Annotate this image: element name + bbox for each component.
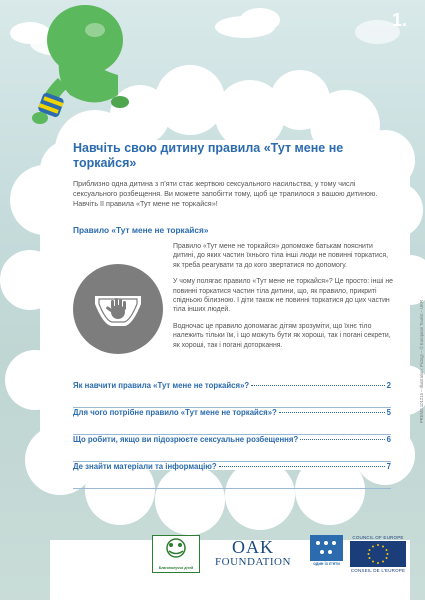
rule-text (173, 242, 395, 357)
council-of-europe-logo (350, 535, 406, 573)
toc-item-title: Для чого потрібне правило «Тут мене не торкайся»? (73, 408, 277, 417)
rule-paragraph: Водночас це правило допомагає дітям зрозуміти, що їхнє тіло належить тільки їм, і що можуть бути як хороші, так і погані секрети, як хороші, так і погані доторкання. (173, 322, 391, 349)
coe-label-en: COUNCIL OF EUROPE (352, 535, 404, 540)
underwear-hand-icon (73, 264, 163, 354)
toc-leader-dots (219, 466, 385, 467)
toc-item[interactable] (73, 435, 391, 462)
one-in-five-label: один із п’яти (313, 561, 340, 566)
oak-logo-foundation: FOUNDATION (215, 556, 291, 568)
one-in-five-logo (310, 535, 343, 575)
toc-item[interactable] (73, 408, 391, 435)
children-logo-label: Благополуччя дітей (158, 566, 194, 570)
page-number: 1. (391, 10, 407, 30)
main-content (73, 141, 391, 372)
toc-item-title: Як навчити правила «Тут мене не торкайся»? (73, 381, 250, 390)
table-of-contents (73, 381, 391, 489)
toc-item-page: 6 (386, 435, 391, 444)
toc-item-page: 7 (386, 462, 391, 471)
toc-item-title: Що робити, якщо ви підозрюєте сексуальне розбещення? (73, 435, 299, 444)
oak-foundation-logo (203, 538, 303, 569)
intro-paragraph: Приблизно одна дитина з п’яти стає жертвою сексуального насильства, у тому числі сексуального розбещення. Ви можете запобігти тому, щоб це трапилося з вашою дитиною. Навчіть її правила «Тут мене не торкайся»! (73, 179, 378, 208)
one-in-five-mark (310, 535, 343, 561)
page-title: Навчіть свою дитину правила «Тут мене не торкайся» (73, 141, 344, 170)
toc-item-page: 5 (386, 408, 391, 417)
toc-item-title: Де знайти матеріали та інформацію? (73, 462, 217, 471)
toc-item-page: 2 (386, 381, 391, 390)
mascot-illustration (0, 0, 150, 140)
toc-item[interactable] (73, 462, 391, 489)
toc-leader-dots (279, 412, 385, 413)
toc-leader-dots (251, 385, 384, 386)
rule-block (73, 242, 391, 372)
credit-text: PREMS 101215 – Illustration: Pictogr – © European Tourist – UKR (419, 300, 424, 424)
rule-paragraph: Правило «Тут мене не торкайся» допоможе батькам пояснити дитині, до яких частин їхнього тіла інші люди не повинні торкатися, як треба реагувати та до кого звертатися по допомогу. (173, 243, 389, 269)
rule-paragraph: У чому полягає правило «Тут мене не торкайся»? Це просто: інші не повинні торкатися частин тіла дитини, що, як правило, прикриті спідньою білизною. І діти також не повинні торкатися до цих частин тіла інших людей. (173, 278, 393, 314)
toc-item[interactable] (73, 381, 391, 408)
toc-leader-dots (300, 439, 384, 440)
coe-label-fr: CONSEIL DE L’EUROPE (350, 568, 406, 573)
oak-logo-word: OAK (232, 537, 274, 557)
children-wellbeing-logo (152, 535, 200, 573)
coe-flag (350, 541, 406, 567)
rule-heading: Правило «Тут мене не торкайся» (73, 225, 209, 235)
